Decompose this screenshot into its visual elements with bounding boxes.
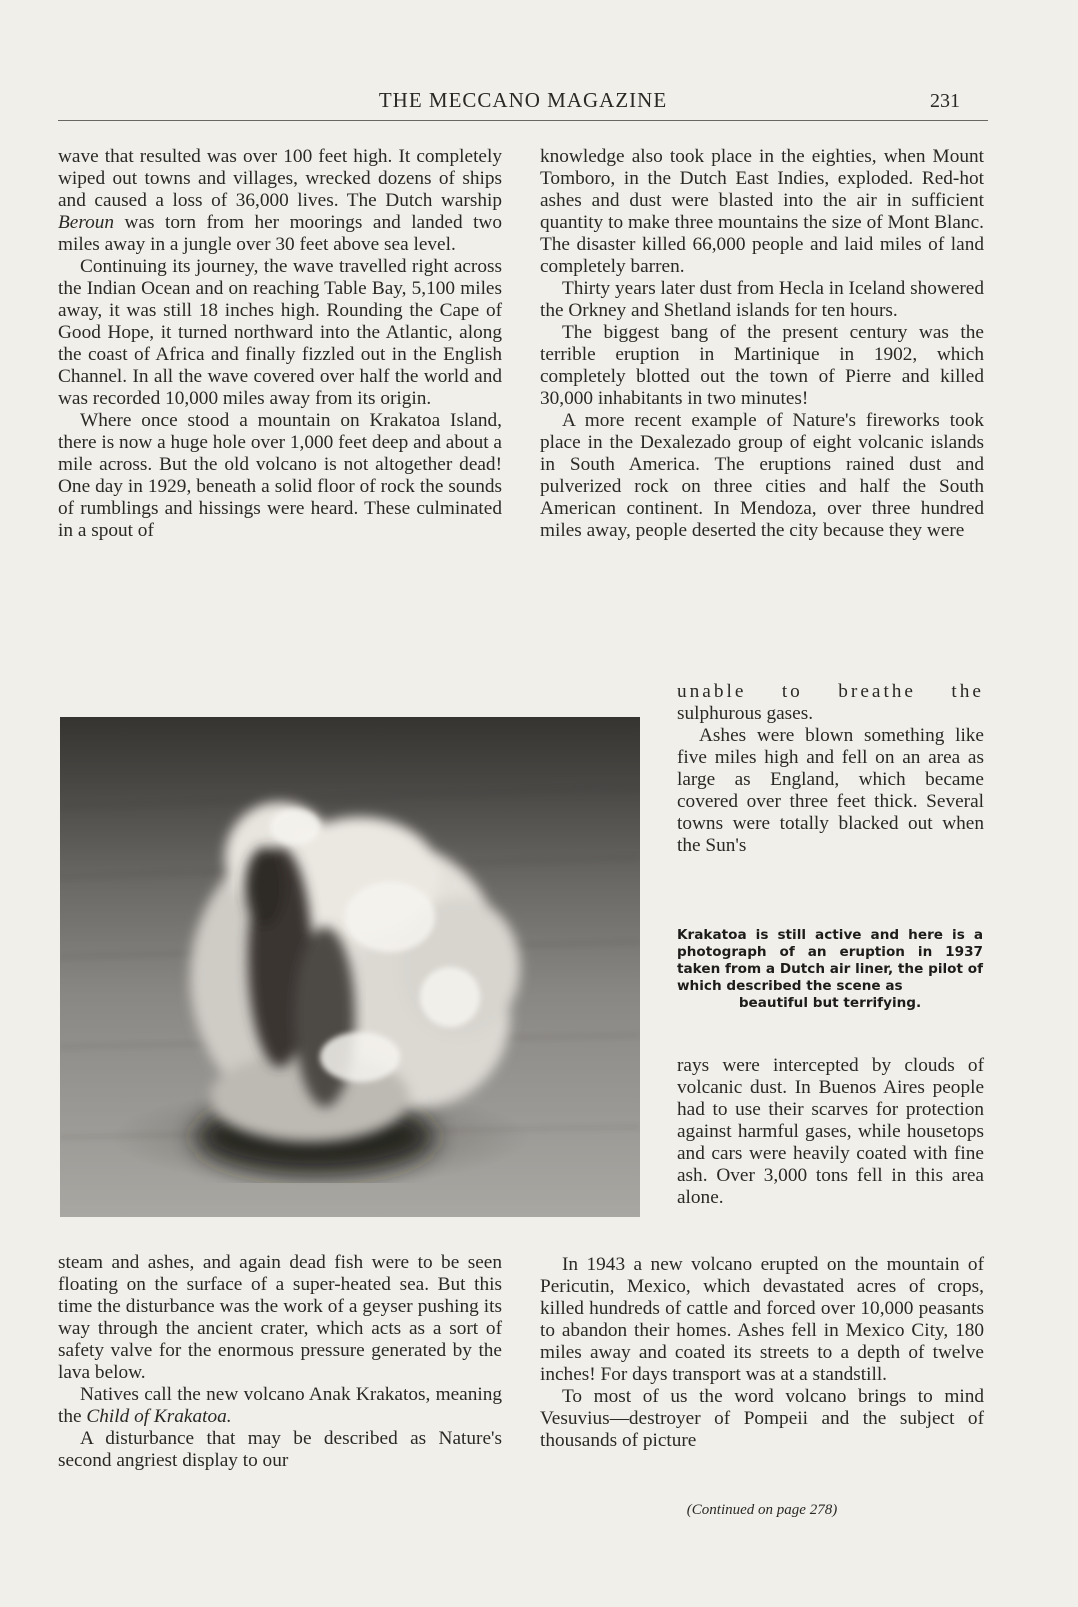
eruption-cloud-illustration (60, 717, 640, 1217)
volcano-eruption-photo (60, 717, 640, 1217)
magazine-title: THE MECCANO MAGAZINE (378, 88, 668, 112)
left-column-bottom (58, 1252, 502, 1472)
caption-text-end: beautiful but terrifying. (738, 995, 922, 1011)
paragraph: The biggest bang of the present century was the terrible eruption in Martinique in 1902, which completely blotted out the town of Pierre and killed 30,000 inhabitants in two minutes! (540, 322, 984, 409)
right-column-lower (677, 1055, 984, 1209)
paragraph: knowledge also took place in the eighties, when Mount Tomboro, in the Dutch East Indies, exploded. Red-hot ashes and dust were blasted into the air in sufficient quantity to make three mountains the size of Mont Blanc. The disaster killed 66,000 people and laid miles of land completely barren. (540, 146, 984, 277)
paragraph: A disturbance that may be described as Nature's second angriest display to our (58, 1428, 502, 1471)
text-line: unable to breathe the (677, 681, 984, 702)
caption-text: Krakatoa is still active and here is a photograph of an eruption in 1937 taken from a Dutch air liner, the pilot of which described the scene as (677, 927, 983, 994)
right-column-bottom (540, 1254, 984, 1452)
paragraph: Natives call the new volcano Anak Krakatos, meaning the Child of Krakatoa. (58, 1384, 502, 1427)
italic-title: Child of Krakatoa. (86, 1406, 232, 1427)
page-header (58, 88, 988, 121)
paragraph: To most of us the word volcano brings to mind Vesuvius—destroyer of Pompeii and the subject of thousands of picture (540, 1386, 984, 1451)
ship-name: Beroun (58, 212, 115, 233)
paragraph: In 1943 a new volcano erupted on the mountain of Pericutin, Mexico, which devastated acres of crops, killed hundreds of cattle and forced over 10,000 peasants to abandon their homes. Ashes fell in Mexico City, 180 miles away and coated its streets to a depth of twelve inches! For days transport was at a standstill. (540, 1254, 984, 1385)
paragraph: wave that resulted was over 100 feet high. It completely wiped out towns and villages, wrecked dozens of ships and caused a loss of 36,000 lives. The Dutch warship Beroun was torn from her moorings and landed two miles away in a jungle over 30 feet above sea level. (58, 146, 502, 255)
paragraph: rays were intercepted by clouds of volcanic dust. In Buenos Aires people had to use their scarves for protection against harmful gases, while housetops and cars were heavily coated with fine ash. Over 3,000 tons fell in this area alone. (677, 1055, 984, 1208)
text-line: sulphurous gases. (677, 703, 814, 724)
paragraph: steam and ashes, and again dead fish were to be seen floating on the surface of a super-heated sea. But this time the disturbance was the work of a geyser pushing its way through the ancient crater, which acts as a sort of safety valve for the enormous pressure generated by the lava below. (58, 1252, 502, 1383)
right-column-top (540, 146, 984, 542)
paragraph: Ashes were blown something like five miles high and fell on an area as large as England, which became covered over three feet thick. Several towns were totally blacked out when the Sun's (677, 725, 984, 856)
photo-caption (677, 927, 983, 1012)
continued-notice: (Continued on page 278) (686, 1502, 838, 1518)
paragraph: A more recent example of Nature's fireworks took place in the Dexalezado group of eight volcanic islands in South America. The eruptions rained dust and pulverized rock on three cities and half the South American continent. In Mendoza, over three hundred miles away, people deserted the city because they were (540, 410, 984, 541)
paragraph: Where once stood a mountain on Krakatoa Island, there is now a huge hole over 1,000 feet deep and about a mile across. But the old volcano is not altogether dead! One day in 1929, beneath a solid floor of rock the sounds of rumblings and hissings were heard. These culminated in a spout of (58, 410, 502, 541)
paragraph: Continuing its journey, the wave travelled right across the Indian Ocean and on reaching Table Bay, 5,100 miles away, it was still 18 inches high. Rounding the Cape of Good Hope, it turned northward into the Atlantic, along the coast of Africa and finally fizzled out in the English Channel. In all the wave covered over half the world and was recorded 10,000 miles away from its origin. (58, 256, 502, 409)
left-column-top (58, 146, 502, 542)
paragraph: Thirty years later dust from Hecla in Iceland showered the Orkney and Shetland islands for ten hours. (540, 278, 984, 321)
right-column-narrow (677, 681, 984, 857)
page-number: 231 (930, 90, 960, 112)
